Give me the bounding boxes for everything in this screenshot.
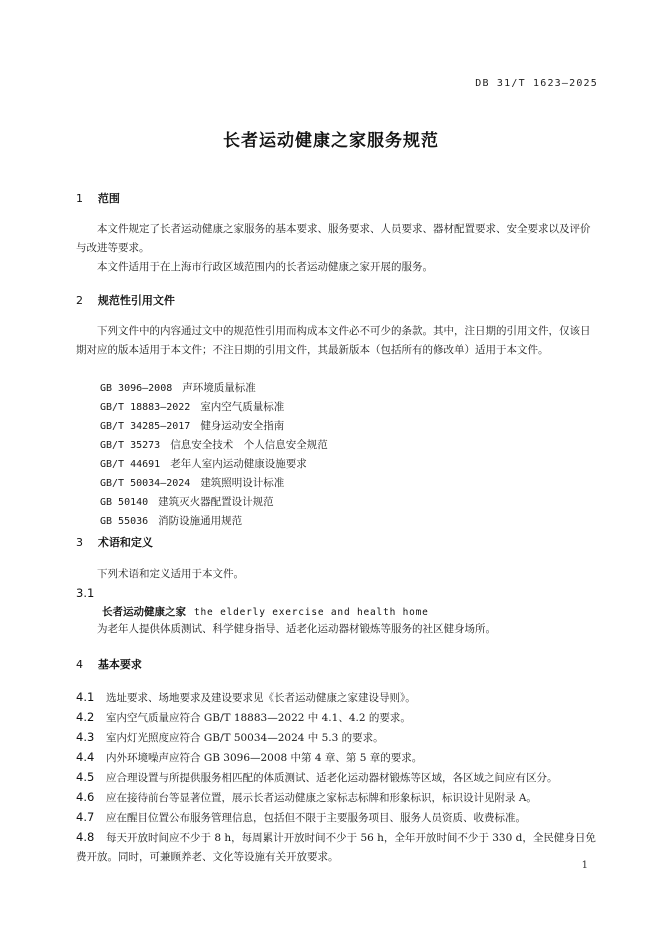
normative-refs-intro: 下列文件中的内容通过文中的规范性引用而构成本文件必不可少的条款。其中，注日期的引用文件，仅该日期对应的版本适用于本文件；不注日期的引用文件，其最新版本（包括所有的修改单）适用于本文件。 [76, 325, 591, 356]
requirement-text: 选址要求、场地要求及建设要求见《长者运动健康之家建设导则》。 [106, 692, 416, 704]
reference-item [100, 398, 328, 417]
requirement-number: 4.8 [76, 830, 95, 844]
requirement-text: 每天开放时间应不少于 8 h，每周累计开放时间不少于 56 h，全年开放时间不少于 330 d，全民健身日免费开放。同时，可兼顾养老、文化等设施有关开放要求。 [76, 832, 596, 863]
term-definition: 为老年人提供体质测试、科学健身指导、适老化运动器材锻炼等服务的社区健身场所。 [97, 623, 496, 635]
requirement-number: 4.5 [76, 770, 95, 784]
requirements-list [76, 688, 600, 867]
term-chinese: 长者运动健康之家 [102, 606, 186, 618]
requirement-text: 应合理设置与所提供服务相匹配的体质测试、适老化运动器材锻炼等区域，各区域之间应有区分。 [106, 772, 558, 784]
scope-paragraph-2: 本文件适用于在上海市行政区域范围内的长者运动健康之家开展的服务。 [97, 261, 433, 273]
reference-code: GB/T 35273 [100, 440, 161, 451]
section-1-heading [76, 190, 120, 206]
requirement-item [76, 688, 600, 708]
section-title: 基本要求 [97, 658, 142, 671]
requirement-item [76, 808, 600, 828]
requirement-item [76, 788, 600, 808]
terms-intro: 下列术语和定义适用于本文件。 [97, 568, 244, 580]
section-4-heading [76, 656, 142, 672]
requirement-number: 4.2 [76, 710, 95, 724]
reference-item [100, 474, 328, 493]
requirement-number: 4.6 [76, 790, 95, 804]
section-3-heading [76, 534, 153, 550]
requirement-number: 4.1 [76, 690, 95, 704]
section-number: 3 [76, 536, 83, 549]
term-english: the elderly exercise and health home [194, 607, 429, 618]
section-title: 规范性引用文件 [97, 294, 175, 307]
reference-item [100, 436, 328, 455]
page-number: 1 [581, 860, 588, 871]
section-title: 术语和定义 [97, 536, 153, 549]
reference-code: GB/T 18883—2022 [100, 402, 191, 413]
section-number: 2 [76, 294, 83, 307]
requirement-text: 室内空气质量应符合 GB/T 18883—2022 中 4.1、4.2 的要求。 [106, 712, 411, 724]
requirement-text: 应在接待前台等显著位置，展示长者运动健康之家标志标牌和形象标识，标识设计见附录 A。 [106, 792, 537, 804]
requirement-item [76, 748, 600, 768]
reference-code: GB 55036 [100, 516, 149, 527]
reference-name: 健身运动安全指南 [200, 420, 285, 432]
requirement-item [76, 708, 600, 728]
reference-name: 老年人室内运动健康设施要求 [170, 458, 307, 470]
reference-item [100, 417, 328, 436]
section-number: 4 [76, 658, 83, 671]
requirement-item [76, 828, 600, 867]
section-number: 1 [76, 192, 83, 205]
reference-name: 信息安全技术 个人信息安全规范 [170, 439, 328, 451]
reference-item [100, 512, 328, 531]
reference-code: GB 50140 [100, 497, 149, 508]
document-title: 长者运动健康之家服务规范 [223, 131, 439, 151]
reference-name: 室内空气质量标准 [200, 401, 285, 413]
requirement-text: 室内灯光照度应符合 GB/T 50034—2024 中 5.3 的要求。 [106, 732, 384, 744]
scope-paragraph-1: 本文件规定了长者运动健康之家服务的基本要求、服务要求、人员要求、器材配置要求、安全要求以及评价与改进等要求。 [76, 223, 591, 254]
reference-code: GB/T 34285—2017 [100, 421, 191, 432]
standard-code: DB 31/T 1623—2025 [475, 78, 598, 89]
requirement-item [76, 768, 600, 788]
requirement-text: 应在醒目位置公布服务管理信息，包括但不限于主要服务项目、服务人员资质、收费标准。 [106, 812, 526, 824]
reference-item [100, 379, 328, 398]
term-number: 3.1 [76, 586, 95, 600]
requirement-text: 内外环境噪声应符合 GB 3096—2008 中第 4 章、第 5 章的要求。 [106, 752, 423, 764]
requirement-number: 4.7 [76, 810, 95, 824]
requirement-number: 4.4 [76, 750, 95, 764]
term-entry [102, 604, 429, 619]
section-2-heading [76, 292, 175, 308]
requirement-number: 4.3 [76, 730, 95, 744]
reference-list [100, 379, 328, 531]
reference-code: GB 3096—2008 [100, 383, 173, 394]
requirement-item [76, 728, 600, 748]
reference-code: GB/T 44691 [100, 459, 161, 470]
section-title: 范围 [97, 192, 120, 205]
reference-name: 建筑照明设计标准 [200, 477, 285, 489]
reference-name: 消防设施通用规范 [158, 515, 243, 527]
reference-name: 建筑灭火器配置设计规范 [158, 496, 274, 508]
reference-item [100, 455, 328, 474]
reference-code: GB/T 50034—2024 [100, 478, 191, 489]
reference-name: 声环境质量标准 [182, 382, 256, 394]
reference-item [100, 493, 328, 512]
